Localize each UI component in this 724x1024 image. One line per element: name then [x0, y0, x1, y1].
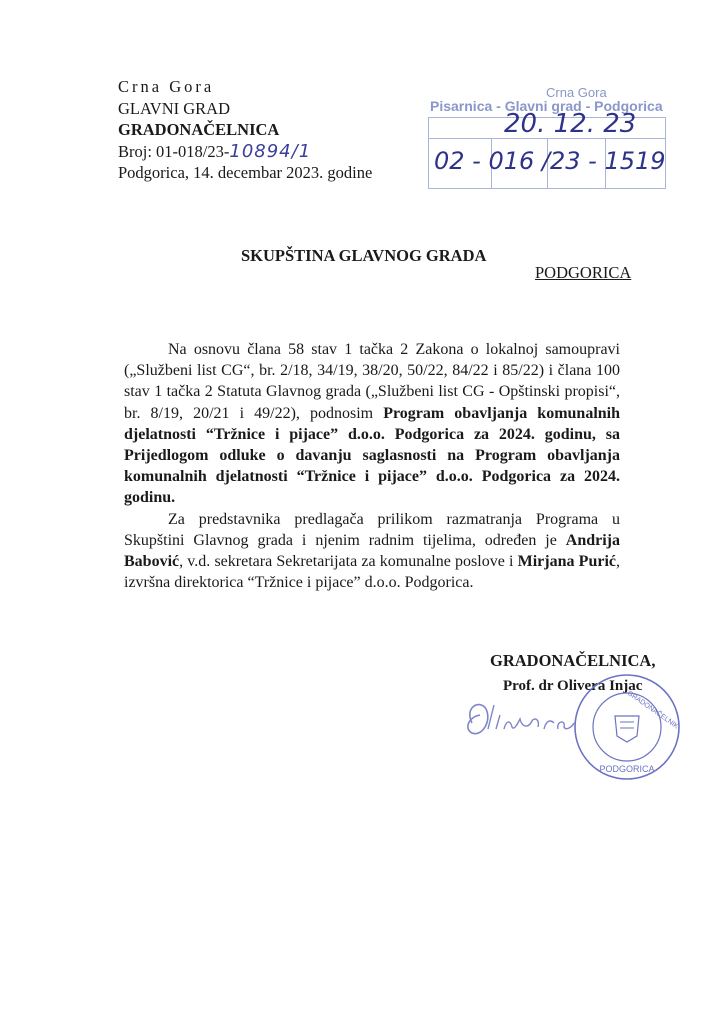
paragraph: [124, 339, 620, 509]
reference-prefix: Broj: 01-018/23-: [118, 141, 230, 161]
signatory-name: Prof. dr Olivera Injac: [503, 678, 643, 694]
country-line: Crna Gora: [118, 77, 215, 96]
paragraph-text: Na osnovu člana 58 stav 1 tačka 2 Zakona o lokalnoj samoupravi („Službeni list CG“, br. 2/18, 34/19, 38/20, 50/22, 84/22 i 85/22) i člana 100 stav 1 tačka 2 Statuta Glavnog grada („Službeni list CG - Opštinski propisi“, br. 8/19, 20/21 i 49/22), podnosim: [124, 341, 620, 422]
representative-name: Andrija Babović: [124, 531, 620, 571]
handwritten-signature: [458, 693, 588, 748]
director-name: Mirjana Purić: [517, 553, 616, 571]
paragraph-bold-text: Program obavljanja komunalnih djelatnosti “Tržnice i pijace” d.o.o. Podgorica za 2024. godinu, sa Prijedlogom odluke o davanju saglasnosti na Program obavljanja komunalnih djelatnosti “Tržnice i pijace” d.o.o. Podgorica za 2024. godinu.: [124, 404, 621, 507]
office-line: GRADONAČELNICA: [118, 120, 280, 139]
date-line: Podgorica, 14. decembar 2023. godine: [118, 163, 373, 182]
letterhead: [118, 76, 372, 184]
seal-city: PODGORICA: [599, 764, 655, 774]
letter-body: [124, 339, 620, 593]
stamp-date: 20. 12. 23: [504, 109, 637, 139]
signatory-title: GRADONAČELNICA,: [490, 651, 656, 670]
paragraph-text: , izvršna direktorica “Tržnice i pijace” d.o.o. Podgorica.: [124, 553, 620, 592]
reference-number: [118, 141, 372, 163]
reference-handwritten: 10894/1: [229, 140, 312, 162]
seal-inner-text: GRADONAČELNIK: [625, 689, 680, 731]
city-line: GLAVNI GRAD: [118, 98, 230, 118]
stamp-title: Crna Gora: [546, 85, 607, 100]
paragraph: [124, 509, 620, 594]
registry-stamp: [426, 83, 666, 188]
official-seal: [570, 670, 685, 785]
recipient-city: PODGORICA: [535, 263, 632, 282]
paragraph-text: , v.d. sekretara Sekretarijata za komunalne poslove i: [179, 553, 518, 571]
recipient-name: SKUPŠTINA GLAVNOG GRADA: [241, 246, 487, 265]
stamp-subtitle: Pisarnica - Glavni grad - Podgorica: [430, 98, 663, 114]
stamp-number: 02 - 016 /23 - 1519: [434, 147, 666, 175]
paragraph-text: Za predstavnika predlagača prilikom razmatranja Programa u Skupštini Glavnog grada i njenim radnim tijelima, određen je: [124, 510, 620, 549]
